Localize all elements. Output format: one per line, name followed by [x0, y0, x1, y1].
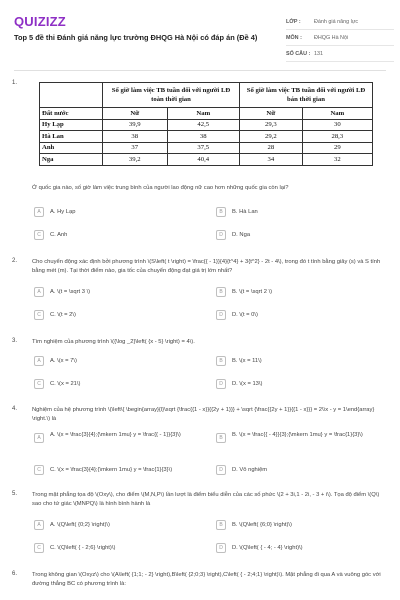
table-cell: 32 — [302, 154, 372, 166]
option-letter: D — [216, 379, 226, 389]
table-cell: 40,4 — [167, 154, 239, 166]
table-row — [40, 131, 373, 143]
option-letter: D — [216, 230, 226, 240]
option-letter: C — [34, 310, 44, 320]
option-letter: B — [216, 520, 226, 530]
option-text: D. \(t = 0\) — [232, 311, 258, 318]
table-cell: Hà Lan — [40, 131, 103, 143]
option-text: B. Hà Lan — [232, 208, 258, 215]
table-row — [40, 119, 373, 131]
option-letter: D — [216, 543, 226, 553]
option-letter: B — [216, 356, 226, 366]
quizizz-logo: QUIZIZZ — [14, 14, 66, 29]
option-b[interactable] — [214, 355, 389, 367]
table-cell: 38 — [103, 131, 168, 143]
option-letter: A — [34, 356, 44, 366]
option-text: A. \(x = \frac{3}{4};{\mkern 1mu} y = \frac{{ - 1}}{3}\) — [50, 432, 181, 438]
table-cell: 37,5 — [167, 142, 239, 154]
option-text: B. \(Q\left( {6;0} \right)\) — [232, 521, 292, 528]
question-text: Tìm nghiệm của phương trình \({\log _2}\left( {x - 5} \right) = 4\). — [32, 339, 195, 345]
question-text: Cho chuyển động xác định bởi phương trình \(S\left( t \right) = \frac{{ - 1}}{4}{t^4} + 3{t^2} - 2t - 4\), trong đó t tính bằng giây (s) và S tính bằng mét (m). Tại thời điểm nào, gia tốc của chuyển động đạt giá trị lớn nhất? — [32, 259, 381, 274]
meta-value: Đánh giá năng lực — [314, 18, 359, 25]
meta-key: SỐ CÂU : — [286, 50, 311, 57]
table-group-header: Số giờ làm việc TB tuần đối với người LĐ toàn thời gian — [103, 83, 240, 108]
table-row — [40, 142, 373, 154]
table-header-cell: Nữ — [103, 108, 168, 120]
option-text: D. \(Q\left( { - 4; - 4} \right)\) — [232, 544, 303, 551]
option-text: B. \(t = \sqrt 2 \) — [232, 288, 273, 295]
option-letter: B — [216, 207, 226, 217]
meta-value: 131 — [314, 50, 323, 57]
question-text: Nghiệm của hệ phương trình \(\left\{ \begin{array}{l}\sqrt {\frac{{1 - x}}{{2y + 1}}} + \sqrt {\frac{{2y + 1}}{{1 - x}}} = 2\\x - y = 1\end{array} \right.\) là — [32, 407, 375, 422]
option-d[interactable] — [214, 542, 389, 554]
table-cell: Nga — [40, 154, 103, 166]
option-letter: C — [34, 543, 44, 553]
question-text: Trong không gian \(Oxyz\) cho \(A\left( {1;1; - 2} \right),B\left( {2;0;3} \right),C\left( { - 2;4;1} \right)\). Mặt phẳng đi qua A và vuông góc với đường thẳng BC có phương trình là: — [32, 572, 381, 587]
table-corner-cell — [40, 83, 103, 108]
document-title: Top 5 đề thi Đánh giá năng lực trường ĐHQG Hà Nội có đáp án (Đề 4) — [14, 33, 258, 42]
meta-row-subject — [286, 30, 394, 46]
option-b[interactable] — [214, 519, 389, 531]
option-text: A. \(x = 7\) — [50, 357, 77, 364]
table-cell: 34 — [240, 154, 303, 166]
option-letter: D — [216, 310, 226, 320]
option-d[interactable] — [214, 309, 389, 321]
option-letter: B — [216, 287, 226, 297]
table-header-cell: Nam — [302, 108, 372, 120]
table-group-header: Số giờ làm việc TB tuần đối với người LĐ bán thời gian — [240, 83, 373, 108]
option-letter: A — [34, 520, 44, 530]
option-c[interactable] — [32, 309, 207, 321]
option-a[interactable] — [32, 355, 207, 367]
option-b[interactable] — [214, 286, 389, 298]
option-c[interactable] — [32, 464, 207, 476]
option-text: D. \(x = 13\) — [232, 380, 263, 387]
option-d[interactable] — [214, 229, 389, 241]
table-cell: Hy Lạp — [40, 119, 103, 131]
option-d[interactable] — [214, 464, 389, 476]
meta-key: LỚP : — [286, 18, 301, 25]
meta-row-count — [286, 46, 394, 62]
table-cell: 28 — [240, 142, 303, 154]
meta-panel — [286, 14, 394, 62]
option-text: A. \(t = \sqrt 3 \) — [50, 288, 91, 295]
question-number: 1. — [12, 80, 18, 86]
question-number: 6. — [12, 571, 18, 577]
table-cell: 29,3 — [240, 119, 303, 131]
question-number: 3. — [12, 338, 18, 344]
option-letter: D — [216, 465, 226, 475]
table-cell: 42,5 — [167, 119, 239, 131]
option-text: C. \(t = 2\) — [50, 311, 76, 318]
option-text: A. \(Q\left( {0;2} \right)\) — [50, 521, 110, 528]
option-text: D. Vô nghiệm — [232, 466, 268, 473]
option-text: C. Anh — [50, 231, 68, 238]
option-text: A. Hy Lạp — [50, 208, 76, 215]
option-letter: A — [34, 207, 44, 217]
option-letter: B — [216, 433, 226, 443]
table-cell: 29 — [302, 142, 372, 154]
table-cell: 38 — [167, 131, 239, 143]
option-a[interactable] — [32, 286, 207, 298]
question-number: 5. — [12, 491, 18, 497]
table-row — [40, 154, 373, 166]
option-a[interactable] — [32, 519, 207, 531]
header-divider — [14, 70, 386, 71]
table-cell: Anh — [40, 142, 103, 154]
option-d[interactable] — [214, 378, 389, 390]
option-c[interactable] — [32, 542, 207, 554]
option-text: B. \(x = 11\) — [232, 357, 262, 364]
question-number: 2. — [12, 258, 18, 264]
table-header-cell: Đất nước — [40, 108, 103, 120]
table-cell: 28,3 — [302, 131, 372, 143]
option-a[interactable] — [32, 206, 207, 218]
table-header-cell: Nữ — [240, 108, 303, 120]
option-letter: A — [34, 287, 44, 297]
option-text: C. \(x = 21\) — [50, 380, 81, 387]
option-a[interactable] — [32, 432, 207, 443]
option-c[interactable] — [32, 229, 207, 241]
meta-value: ĐHQG Hà Nội — [314, 34, 349, 41]
table-header-cell: Nam — [167, 108, 239, 120]
question-text: Ở quốc gia nào, số giờ làm việc trung bình của người lao động nữ cao hơn những quốc gia còn lại? — [32, 185, 289, 191]
option-text: B. \(x = \frac{{ - 4}}{3};{\mkern 1mu} y = \frac{1}{3}\) — [232, 432, 363, 438]
option-letter: C — [34, 230, 44, 240]
option-text: C. \(Q\left( { - 2;6} \right)\) — [50, 544, 116, 551]
option-letter: C — [34, 379, 44, 389]
table-cell: 30 — [302, 119, 372, 131]
table-cell: 39,9 — [103, 119, 168, 131]
option-b[interactable] — [214, 206, 389, 218]
working-hours-table — [39, 82, 373, 166]
meta-key: MÔN : — [286, 34, 302, 41]
meta-row-class — [286, 14, 394, 30]
option-text: D. Nga — [232, 231, 251, 238]
option-c[interactable] — [32, 378, 207, 390]
table-cell: 29,2 — [240, 131, 303, 143]
table-cell: 39,2 — [103, 154, 168, 166]
option-letter: A — [34, 433, 44, 443]
option-letter: C — [34, 465, 44, 475]
option-b[interactable] — [214, 432, 389, 443]
table-cell: 37 — [103, 142, 168, 154]
question-number: 4. — [12, 406, 18, 412]
question-text: Trong mặt phẳng tọa độ \(Oxy\), cho điểm \(M,N,P\) lần lượt là điểm biểu diễn của các số phức \(2 + 3i,1 - 2i, - 3 + i\). Tọa độ điểm \(Q\) sao cho tứ giác \(MNPQ\) là hình bình hành là — [32, 492, 380, 507]
option-text: C. \(x = \frac{3}{4};{\mkern 1mu} y = \frac{1}{3}\) — [50, 466, 173, 473]
